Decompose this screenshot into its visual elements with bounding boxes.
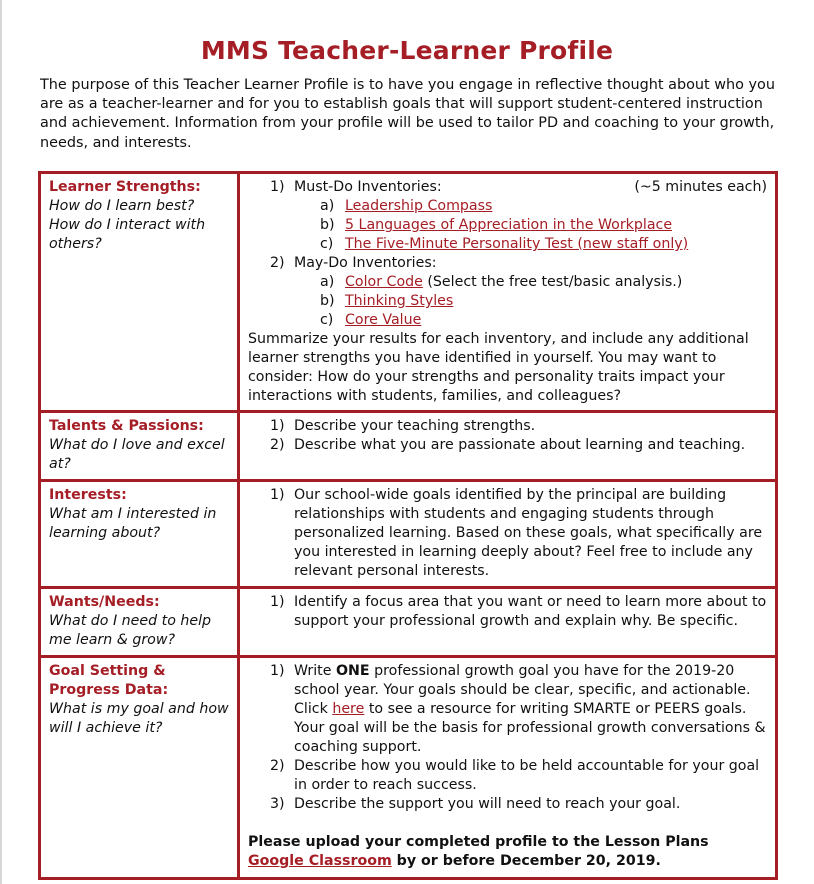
item-text: Describe your teaching strengths. <box>294 418 536 434</box>
link-here[interactable]: here <box>332 701 365 717</box>
row-question: How do I learn best? <box>49 198 195 214</box>
goal-text-pre: Write <box>294 663 336 679</box>
row-question: How do I interact with others? <box>49 217 206 252</box>
table-row-learner-strengths <box>40 173 777 412</box>
list-item <box>248 178 767 197</box>
item-text: Must-Do Inventories: <box>294 179 442 195</box>
list-item <box>248 662 767 757</box>
item-text: Describe what you are passionate about learning and teaching. <box>294 437 746 453</box>
sub-item <box>248 273 767 292</box>
row-label: Talents & Passions: <box>49 418 204 434</box>
row-question: What do I need to help me learn & grow? <box>49 613 212 648</box>
sub-letter: b) <box>320 217 335 233</box>
link-leadership-compass[interactable]: Leadership Compass <box>345 198 493 214</box>
sub-item <box>248 311 767 330</box>
item-text: Describe the support you will need to reach your goal. <box>294 796 681 812</box>
link-core-value[interactable]: Core Value <box>345 312 422 328</box>
sub-item-note: (Select the free test/basic analysis.) <box>422 274 683 290</box>
sub-item <box>248 216 767 235</box>
goal-text-post: to see a resource for writing SMARTE or PEERS goals. Your goal will be the basis for professional growth conversations & coaching support. <box>294 701 766 755</box>
row-label: Goal Setting & Progress Data: <box>49 663 169 698</box>
sub-letter: b) <box>320 293 335 309</box>
sub-item <box>248 292 767 311</box>
page-title: MMS Teacher-Learner Profile <box>200 36 614 65</box>
row-question: What am I interested in learning about? <box>49 506 217 541</box>
upload-instructions <box>248 833 767 871</box>
content-cell <box>239 173 777 412</box>
item-number: 1) <box>270 663 285 679</box>
row-question: What do I love and excel at? <box>49 437 225 472</box>
sub-letter: a) <box>320 274 335 290</box>
sub-letter: c) <box>320 312 334 328</box>
item-number: 2) <box>270 758 285 774</box>
label-cell <box>40 481 239 588</box>
item-number: 3) <box>270 796 285 812</box>
list-item <box>248 486 767 581</box>
sub-item <box>248 235 767 254</box>
upload-text-pre: Please upload your completed profile to the Lesson Plans <box>248 834 709 850</box>
intro-paragraph <box>40 76 792 153</box>
item-number: 1) <box>270 418 285 434</box>
left-page-edge <box>0 0 2 884</box>
row-label: Wants/Needs: <box>49 594 160 610</box>
goal-text-mid: professional growth goal you have for the 2019-20 school year. Your goals should be clear, specific, and actionable. Click <box>294 663 751 717</box>
item-text <box>294 662 767 757</box>
intro-text: The purpose of this Teacher Learner Profile is to have you engage in reflective thought about who you are as a teacher-learner and for you to establish goals that will support student-centered instruction and achievement. Information from your profile will be used to tailor PD and coaching to your growth, needs, and interests. <box>40 77 775 151</box>
summary-text: Summarize your results for each inventory, and include any additional learner strengths you have identified in yourself. You may want to consider: How do your strengths and personality traits impact your interactions with students, families, and colleagues? <box>248 331 749 404</box>
upload-text-post: by or before December 20, 2019. <box>391 853 661 869</box>
item-text: Identify a focus area that you want or need to learn more about to support your professional growth and explain why. Be specific. <box>294 594 767 629</box>
item-number: 2) <box>270 437 285 453</box>
label-cell <box>40 412 239 481</box>
row-label: Learner Strengths: <box>49 179 201 195</box>
content-cell <box>239 412 777 481</box>
link-personality-test[interactable]: The Five-Minute Personality Test (new staff only) <box>345 236 689 252</box>
time-note: (~5 minutes each) <box>634 179 767 195</box>
list-item <box>248 254 767 273</box>
label-cell <box>40 173 239 412</box>
list-item <box>248 795 767 814</box>
content-cell <box>239 657 777 879</box>
row-label: Interests: <box>49 487 127 503</box>
item-number: 2) <box>270 255 285 271</box>
row-question: What is my goal and how will I achieve it? <box>49 701 229 736</box>
list-item <box>248 436 767 455</box>
profile-table <box>38 171 778 880</box>
link-languages-of-appreciation[interactable]: 5 Languages of Appreciation in the Workplace <box>345 217 673 233</box>
list-item <box>248 593 767 631</box>
link-google-classroom[interactable]: Google Classroom <box>248 853 392 869</box>
item-text: May-Do Inventories: <box>294 255 437 271</box>
list-item <box>248 417 767 436</box>
sub-item <box>248 197 767 216</box>
goal-text-emphasis: ONE <box>335 663 370 679</box>
link-thinking-styles[interactable]: Thinking Styles <box>345 293 454 309</box>
item-text: Our school-wide goals identified by the principal are building relationships with students and engaging students through personalized learning. Based on these goals, what specifically are you interested in learning deeply about? Feel free to include any relevant personal interests. <box>294 487 763 579</box>
label-cell <box>40 588 239 657</box>
table-row-talents <box>40 412 777 481</box>
item-number: 1) <box>270 179 285 195</box>
sub-letter: a) <box>320 198 335 214</box>
table-row-wants-needs <box>40 588 777 657</box>
item-number: 1) <box>270 487 285 503</box>
content-cell <box>239 588 777 657</box>
label-cell <box>40 657 239 879</box>
link-color-code[interactable]: Color Code <box>345 274 423 290</box>
content-cell <box>239 481 777 588</box>
table-row-interests <box>40 481 777 588</box>
item-text: Describe how you would like to be held accountable for your goal in order to reach success. <box>294 758 760 793</box>
item-number: 1) <box>270 594 285 610</box>
sub-letter: c) <box>320 236 334 252</box>
list-item <box>248 757 767 795</box>
table-row-goal-setting <box>40 657 777 879</box>
